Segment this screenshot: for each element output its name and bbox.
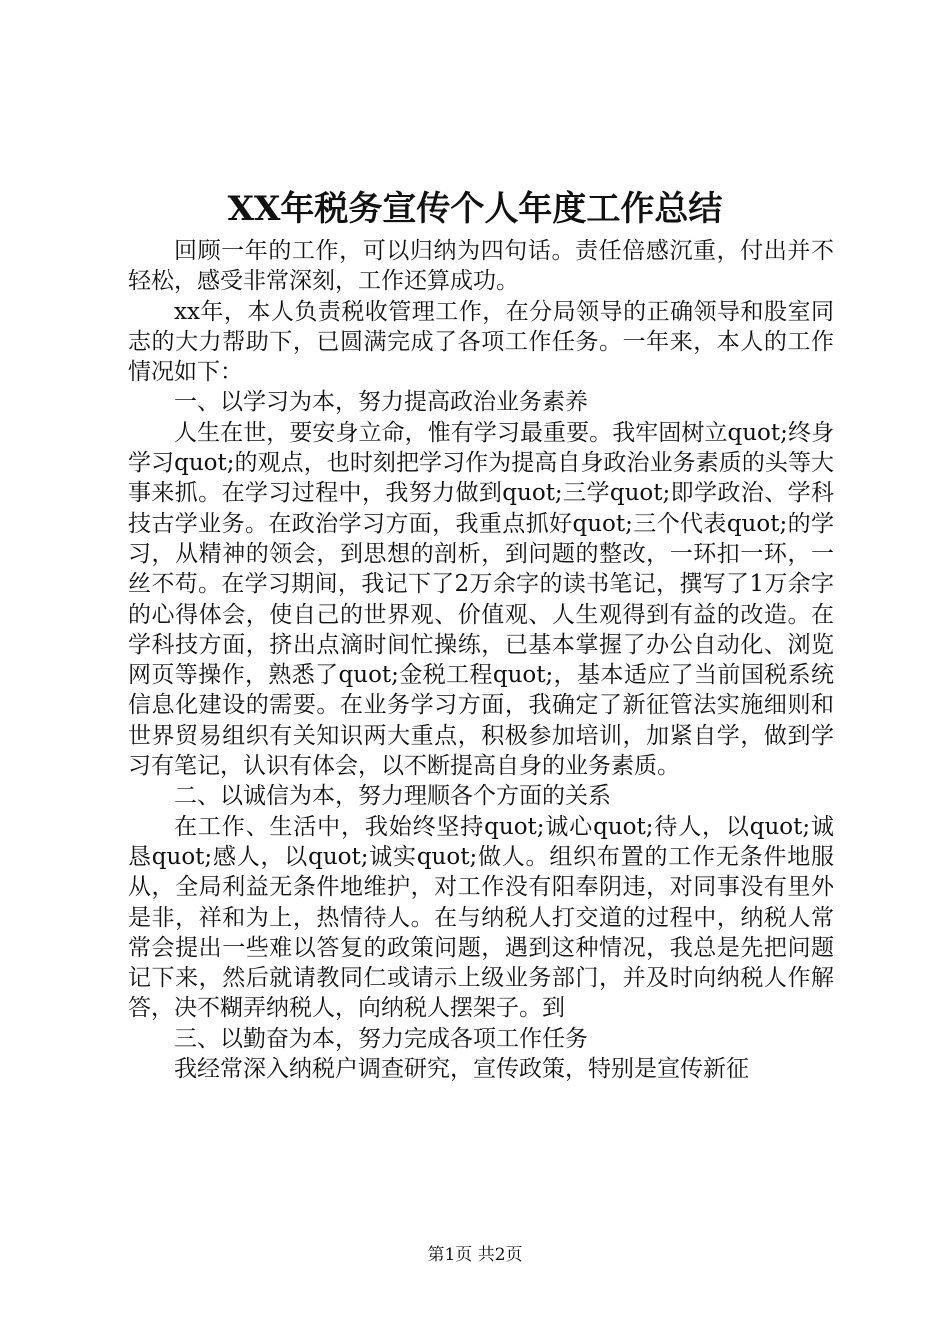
page-number-footer: 第1页 共2页: [427, 1245, 523, 1265]
section-heading-integrity: 二、以诚信为本，努力理顺各个方面的关系: [174, 783, 611, 810]
paragraph-study: 人生在世，要安身立命，惟有学习最重要。我牢固树立quot;终身学习quot;的观点，也时刻把学习作为提高自身政治业务素质的头等大事来抓。在学习过程中，我努力做到quot;三学quot;即学政治、学科技古学业务。在政治学习方面，我重点抓好quot;三个代表quot;的学习，从精神的领会，到思想的剖析，到问题的整改，一环扣一环，一丝不苟。在学习期间，我记下了2万余字的读书笔记，撰写了1万余字的心得体会，使自己的世界观、价值观、人生观得到有益的改造。在学科技方面，挤出点滴时间忙操练，已基本掌握了办公自动化、浏览网页等操作，熟悉了quot;金税工程quot;，基本适应了当前国税系统信息化建设的需要。在业务学习方面，我确定了新征管法实施细则和世界贸易组织有关知识两大重点，积极参加培训，加紧自学，做到学习有笔记，认识有体会，以不断提高自身的业务素质。: [128, 419, 834, 780]
section-heading-diligence: 三、以勤奋为本，努力完成各项工作任务: [174, 1025, 588, 1052]
paragraph-diligence: 我经常深入纳税户调查研究，宣传政策，特别是宣传新征: [174, 1056, 749, 1083]
paragraph-overview: xx年，本人负责税收管理工作，在分局领导的正确领导和股室同志的大力帮助下，已圆满完成了各项工作任务。一年来，本人的工作情况如下：: [128, 298, 834, 386]
section-heading-study: 一、以学习为本，努力提高政治业务素养: [174, 389, 588, 416]
paragraph-integrity: 在工作、生活中，我始终坚持quot;诚心quot;待人，以quot;诚恳quot;感人，以quot;诚实quot;做人。组织布置的工作无条件地服从，全局利益无条件地维护，对工作没有阳奉阴违，对同事没有里外是非，祥和为上，热情待人。在与纳税人打交道的过程中，纳税人常常会提出一些难以答复的政策问题，遇到这种情况，我总是先把问题记下来，然后就请教同仁或请示上级业务部门，并及时向纳税人作解答，决不糊弄纳税人，向纳税人摆架子。到: [128, 813, 834, 1022]
document-body: [128, 236, 834, 1084]
paragraph-intro: 回顾一年的工作，可以归纳为四句话。责任倍感沉重，付出并不轻松，感受非常深刻，工作还算成功。: [128, 238, 834, 295]
document-title: XX年税务宣传个人年度工作总结: [227, 189, 723, 229]
